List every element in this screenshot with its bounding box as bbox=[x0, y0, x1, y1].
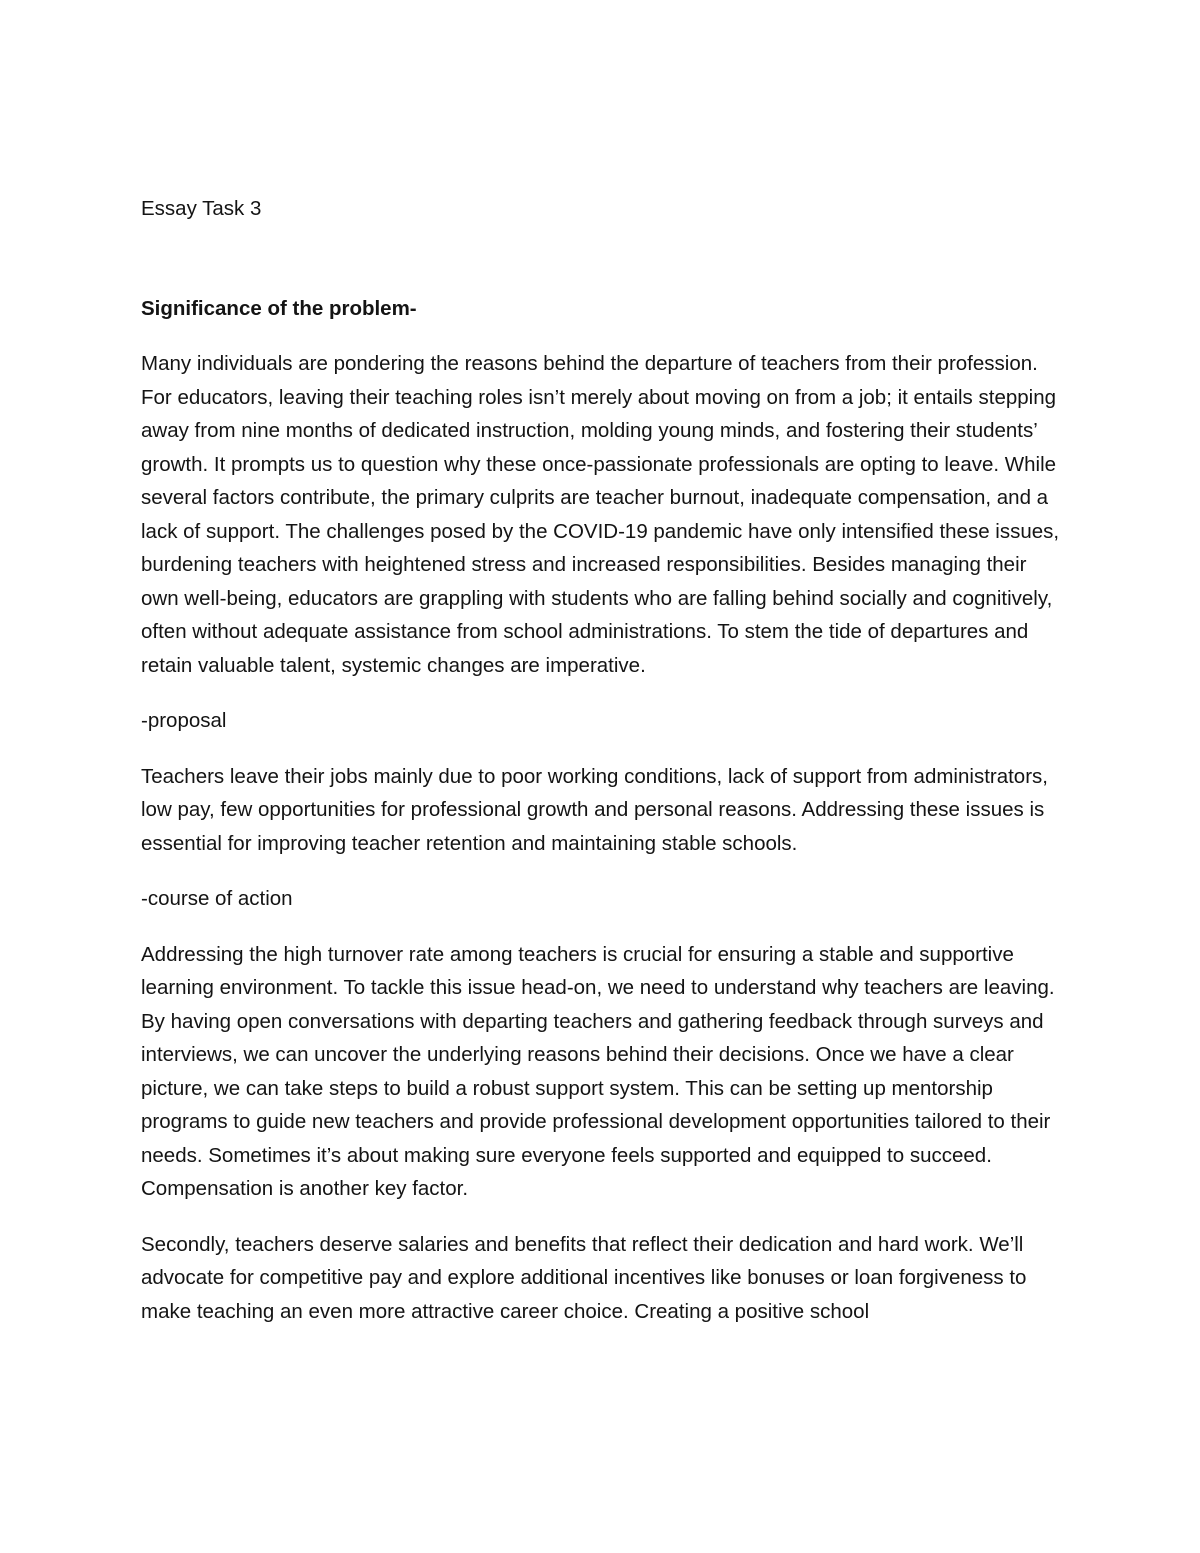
paragraph-course-of-action: Addressing the high turnover rate among teachers is crucial for ensuring a stable and supportive learning environment. To tackle this issue head-on, we need to understand why teachers are leaving. By having open conversations with departing teachers and gathering feedback through surveys and interviews, we can uncover the underlying reasons behind their decisions. Once we have a clear picture, we can take steps to build a robust support system. This can be setting up mentorship programs to guide new teachers and provide professional development opportunities tailored to their needs. Sometimes it’s about making sure everyone feels supported and equipped to succeed. Compensation is another key factor. bbox=[141, 942, 1055, 1200]
paragraph-significance: Many individuals are pondering the reasons behind the departure of teachers from their profession. For educators, leaving their teaching roles isn’t merely about moving on from a job; it entails stepping away from nine months of dedicated instruction, molding young minds, and fostering their students’ growth. It prompts us to question why these once-passionate professionals are opting to leave. While several factors contribute, the primary culprits are teacher burnout, inadequate compensation, and a lack of support. The challenges posed by the COVID-19 pandemic have only intensified these issues, burdening teachers with heightened stress and increased responsibilities. Besides managing their own well-being, educators are grappling with students who are falling behind socially and cognitively, often without adequate assistance from school administrations. To stem the tide of departures and retain valuable talent, systemic changes are imperative. bbox=[141, 352, 1060, 677]
paragraph-compensation: Secondly, teachers deserve salaries and benefits that reflect their dedication and hard work. We’ll advocate for competitive pay and explore additional incentives like bonuses or loan forgiveness to make teaching an even more attractive career choice. Creating a positive school bbox=[141, 1232, 1027, 1323]
document-title: Essay Task 3 bbox=[141, 197, 262, 220]
section-heading: Significance of the problem- bbox=[141, 296, 417, 320]
document-body bbox=[141, 192, 1061, 1328]
paragraph-proposal: Teachers leave their jobs mainly due to poor working conditions, lack of support from administrators, low pay, few opportunities for professional growth and personal reasons. Addressing these issues is essential for improving teacher retention and maintaining stable schools. bbox=[141, 764, 1048, 855]
label-proposal: -proposal bbox=[141, 709, 227, 732]
label-course-of-action: -course of action bbox=[141, 887, 293, 910]
